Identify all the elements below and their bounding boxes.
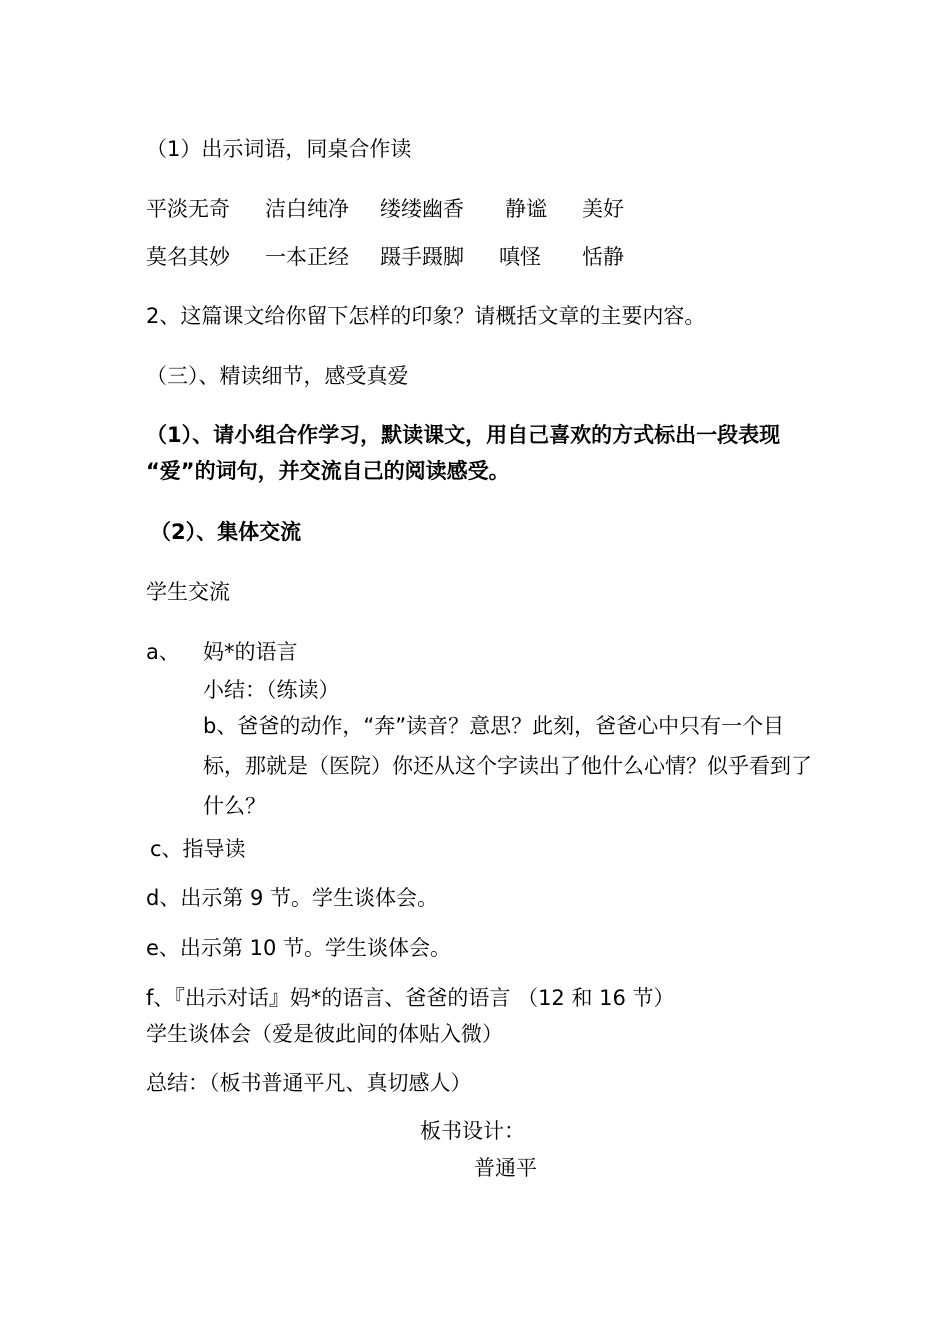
vocab-word: 莫名其妙 [146,245,230,269]
vocab-word: 平淡无奇 [146,197,230,221]
question-2: 2、这篇课文给你留下怎样的印象？请概括文章的主要内容。 [146,304,706,328]
step1-heading: （1）出示词语，同桌合作读 [146,137,412,161]
board-design-title: 板书设计： [420,1119,525,1143]
item-c: c、指导读 [150,837,246,861]
item-b-paragraph: b、爸爸的动作，“奔”读音？意思？此刻，爸爸心中只有一个目标，那就是（医院）你还从这个字读出了他什么心情？似乎看到了什么？ [203,714,812,818]
vocab-word: 美好 [582,197,624,221]
item-e: e、出示第 10 节。学生谈体会。 [146,936,451,960]
task-2-heading: （2）、集体交流 [150,520,302,544]
student-feel: 学生谈体会（爱是彼此间的体贴入微） [146,1022,503,1046]
conclusion: 总结：（板书普通平凡、真切感人） [146,1071,472,1095]
item-d: d、出示第 9 节。学生谈体会。 [146,886,439,910]
student-exchange: 学生交流 [146,580,230,604]
vocab-word: 一本正经 [265,245,349,269]
summary-read: 小结：（练读） [203,678,340,702]
vocab-word: 洁白纯净 [265,197,349,221]
vocab-word: 缕缕幽香 [380,197,464,221]
board-design-item: 普通平 [474,1156,537,1180]
vocab-word: 静谧 [505,197,547,221]
vocab-word: 恬静 [582,245,624,269]
item-a-marker: a、 [146,640,180,664]
item-a-text: 妈*的语言 [203,640,298,664]
task-1-line-2: “爱”的词句，并交流自己的阅读感受。 [146,459,510,483]
task-1-line-1: （1）、请小组合作学习，默读课文，用自己喜欢的方式标出一段表现 [146,423,781,447]
item-f: f、『出示对话』妈*的语言、爸爸的语言 （12 和 16 节） [146,986,675,1010]
vocab-word: 嗔怪 [499,245,541,269]
vocab-word: 蹑手蹑脚 [380,245,464,269]
section-3-heading: （三）、精读细节，感受真爱 [146,364,409,388]
